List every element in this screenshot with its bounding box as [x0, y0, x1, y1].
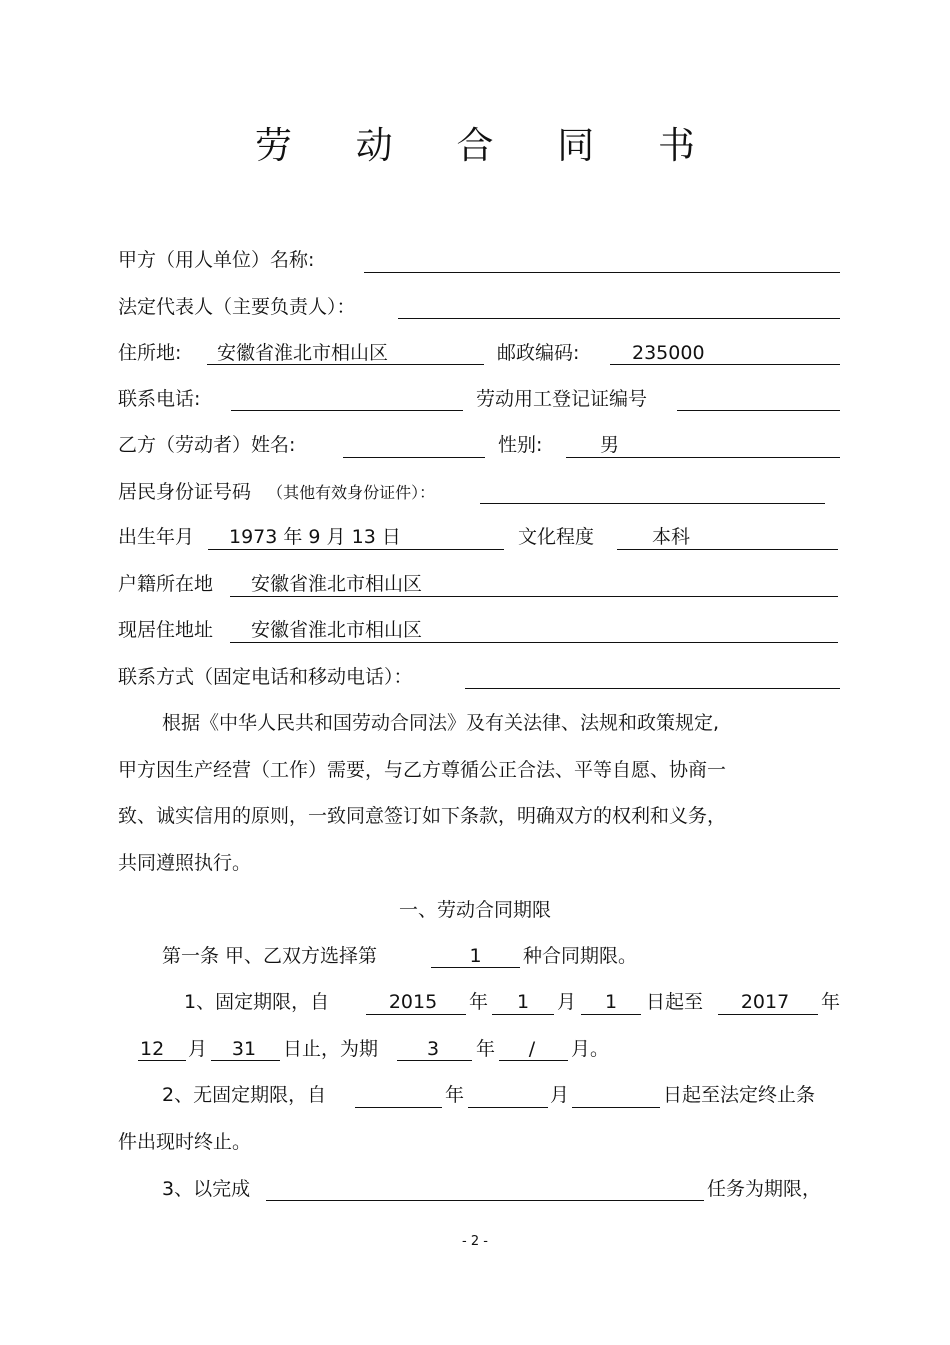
preamble-line-4: 共同遵照执行。 — [118, 852, 252, 874]
open-term-suffix: 日起至法定终止条 — [663, 1084, 816, 1106]
article1-prefix: 第一条 甲、乙双方选择第 — [162, 945, 378, 967]
gender-value: 男 — [600, 434, 620, 456]
labor-reg-label: 劳动用工登记证编号 — [476, 388, 648, 410]
legal-rep-field[interactable] — [398, 298, 840, 319]
id-label-text: 居民身份证号码 — [118, 481, 252, 503]
party-b-name-label: 乙方（劳动者）姓名: — [118, 434, 296, 456]
party-a-field[interactable] — [364, 252, 840, 273]
task-term-suffix: 任务为期限， — [707, 1178, 822, 1200]
open-day-field[interactable] — [572, 1087, 660, 1108]
end-year-value: 2017 — [740, 991, 790, 1013]
legal-rep-label: 法定代表人（主要负责人）： — [118, 296, 356, 318]
start-year-value: 2015 — [388, 991, 438, 1013]
open-month-field[interactable] — [468, 1087, 548, 1108]
labor-reg-field[interactable] — [677, 390, 840, 411]
period-year-char: 年 — [476, 1038, 496, 1060]
household-value: 安徽省淮北市相山区 — [251, 573, 423, 595]
document-title: 劳 动 合 同 书 — [254, 124, 722, 167]
article1-choice-value: 1 — [469, 945, 482, 967]
birth-value: 1973 年 9 月 13 日 — [229, 526, 401, 548]
article1-suffix: 种合同期限。 — [523, 945, 638, 967]
open-year-field[interactable] — [355, 1087, 442, 1108]
section-heading: 一、劳动合同期限 — [398, 899, 551, 921]
education-value: 本科 — [652, 526, 691, 548]
phone-field[interactable] — [231, 390, 463, 411]
birth-label: 出生年月 — [118, 526, 195, 548]
contact-field[interactable] — [465, 668, 840, 689]
residence-label: 现居住地址 — [118, 619, 214, 641]
period-month-end: 月。 — [571, 1038, 610, 1060]
task-term-prefix: 3、以完成 — [162, 1178, 251, 1200]
education-field[interactable] — [617, 529, 838, 550]
address-value: 安徽省淮北市相山区 — [217, 342, 389, 364]
period-years-value: 3 — [426, 1038, 440, 1060]
education-label: 文化程度 — [518, 526, 595, 548]
start-month-char: 月 — [557, 991, 577, 1013]
id-field[interactable] — [480, 483, 825, 504]
open-term-line2: 件出现时终止。 — [118, 1131, 252, 1153]
id-note: （其他有效身份证件）： — [267, 483, 436, 502]
id-label — [118, 477, 435, 507]
phone-label: 联系电话: — [118, 388, 201, 410]
end-month-char: 月 — [188, 1038, 208, 1060]
postcode-label: 邮政编码: — [497, 342, 580, 364]
residence-value: 安徽省淮北市相山区 — [251, 619, 423, 641]
start-day-value: 1 — [604, 991, 618, 1013]
open-month-char: 月 — [550, 1084, 570, 1106]
party-a-label: 甲方（用人单位）名称: — [118, 249, 315, 271]
postcode-value: 235000 — [632, 342, 705, 364]
preamble-line-1: 根据《中华人民共和国劳动合同法》及有关法律、法规和政策规定, — [162, 712, 720, 734]
end-month-value: 12 — [140, 1038, 165, 1060]
fixed-term-prefix: 1、固定期限，自 — [184, 991, 330, 1013]
day-from-text: 日起至 — [646, 991, 704, 1013]
open-year-char: 年 — [445, 1084, 465, 1106]
start-year-char: 年 — [469, 991, 489, 1013]
preamble-line-2: 甲方因生产经营（工作）需要，与乙方尊循公正合法、平等自愿、协商一 — [118, 759, 727, 781]
start-month-value: 1 — [516, 991, 530, 1013]
open-term-prefix: 2、无固定期限，自 — [162, 1084, 327, 1106]
preamble-line-3: 致、诚实信用的原则，一致同意签订如下条款，明确双方的权利和义务， — [118, 805, 727, 827]
day-end-text: 日止，为期 — [283, 1038, 379, 1060]
end-year-char: 年 — [821, 991, 841, 1013]
page-number: - 2 - — [462, 1234, 488, 1249]
household-label: 户籍所在地 — [118, 573, 214, 595]
task-field[interactable] — [266, 1180, 704, 1201]
gender-label: 性别: — [498, 434, 543, 456]
period-months-value: / — [528, 1038, 536, 1060]
address-label: 住所地: — [118, 342, 182, 364]
party-b-name-field[interactable] — [343, 437, 485, 458]
end-day-value: 31 — [231, 1038, 257, 1060]
contact-label: 联系方式（固定电话和移动电话）： — [118, 666, 413, 688]
